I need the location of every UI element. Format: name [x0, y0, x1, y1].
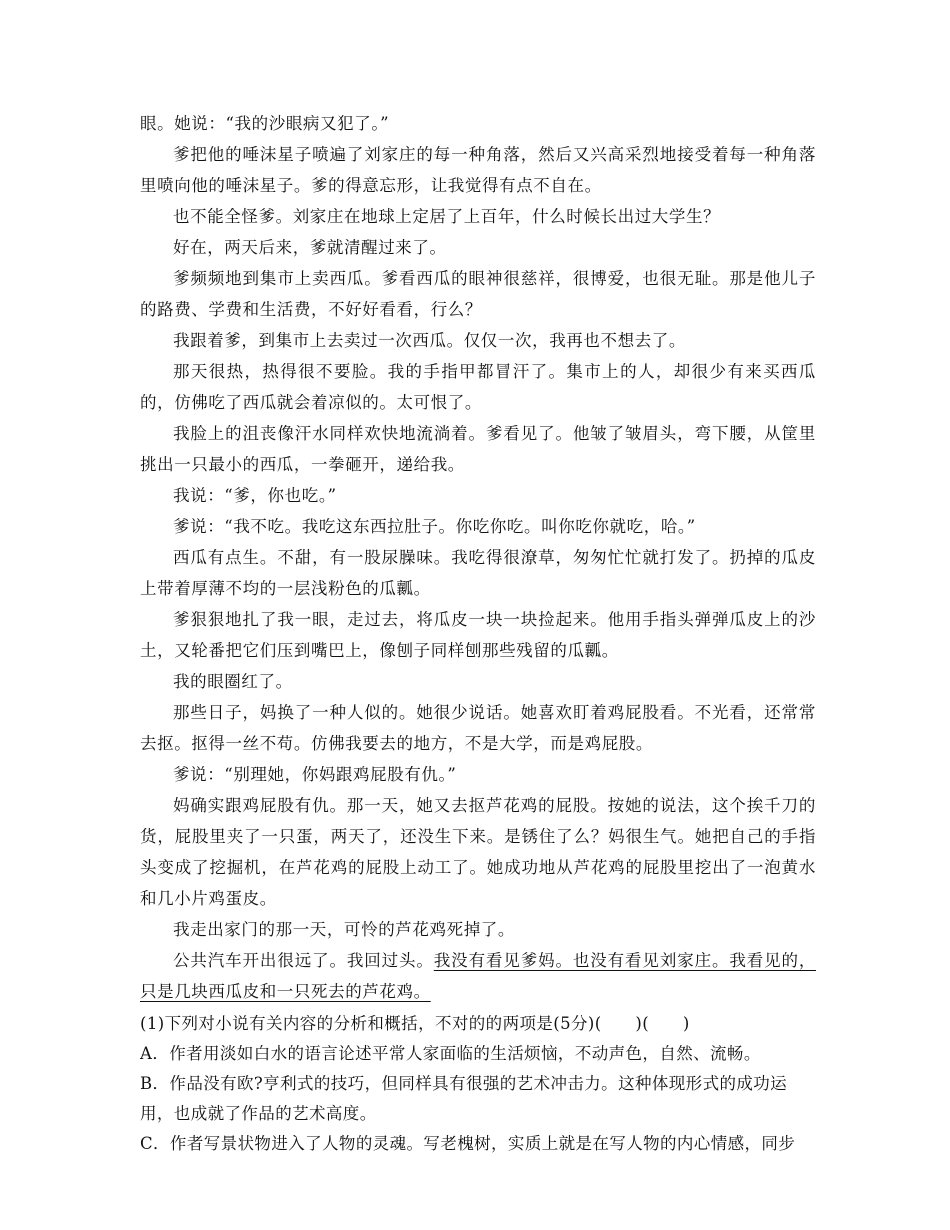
paragraph: 那些日子，妈换了一种人似的。她很少说话。她喜欢盯着鸡屁股看。不光看，还常常去抠。抠得一丝不苟。仿佛我要去的地方，不是大学，而是鸡屁股。 — [140, 703, 816, 753]
paragraph: 我走出家门的那一天，可怜的芦花鸡死掉了。 — [173, 920, 515, 939]
paragraph: 爹说：“我不吃。我吃这东西拉肚子。你吃你吃。叫你吃你就吃，哈。” — [173, 517, 696, 536]
paragraph: 西瓜有点生。不甜，有一股尿臊味。我吃得很潦草，匆匆忙忙就打发了。扔掉的瓜皮上带着厚薄不均的一层浅粉色的瓜瓤。 — [140, 548, 816, 598]
story-text — [140, 108, 816, 1159]
paragraph: 眼。她说：“我的沙眼病又犯了。” — [140, 114, 390, 133]
option-c: C．作者写景状物进入了人物的灵魂。写老槐树，实质上就是在写人物的内心情感，同步 — [140, 1134, 796, 1153]
paragraph: 妈确实跟鸡屁股有仇。那一天，她又去抠芦花鸡的屁股。按她的说法，这个挨千刀的货，屁股里夹了一只蛋，两天了，还没生下来。是锈住了么？妈很生气。她把自己的手指头变成了挖掘机，在芦花鸡的屁股上动工了。她成功地从芦花鸡的屁股里挖出了一泡黄水和几小片鸡蛋皮。 — [140, 796, 816, 908]
paragraph: 也不能全怪爹。刘家庄在地球上定居了上百年，什么时候长出过大学生？ — [173, 207, 721, 226]
paragraph: 我说：“爹，你也吃。” — [173, 486, 337, 505]
question-stem: (1)下列对小说有关内容的分析和概括，不对的的两项是(5分)( )( ) — [140, 1014, 690, 1033]
final-paragraph — [140, 945, 816, 1007]
final-paragraph-lead: 公共汽车开出很远了。我回过头。 — [173, 951, 434, 970]
paragraph: 爹频频地到集市上卖西瓜。爹看西瓜的眼神很慈祥，很博爱，也很无耻。那是他儿子的路费、学费和生活费，不好好看看，行么？ — [140, 269, 816, 319]
option-a: A．作者用淡如白水的语言论述平常人家面临的生活烦恼，不动声色，自然、流畅。 — [140, 1044, 761, 1063]
paragraph: 我跟着爹，到集市上去卖过一次西瓜。仅仅一次，我再也不想去了。 — [173, 331, 686, 350]
paragraph: 爹把他的唾沫星子喷遍了刘家庄的每一种角落，然后又兴高采烈地接受着每一种角落里喷向他的唾沫星子。爹的得意忘形，让我觉得有点不自在。 — [140, 145, 816, 195]
paragraph: 我的眼圈红了。 — [173, 672, 293, 691]
option-b: B．作品没有欧?亨利式的技巧，但同样具有很强的艺术冲击力。这种体现形式的成功运用，也成就了作品的艺术高度。 — [140, 1074, 788, 1123]
paragraph: 好在，两天后来，爹就清醒过来了。 — [173, 238, 447, 257]
paragraph: 我脸上的沮丧像汗水同样欢快地流淌着。爹看见了。他皱了皱眉头，弯下腰，从筐里挑出一只最小的西瓜，一拳砸开，递给我。 — [140, 424, 816, 474]
paragraph: 那天很热，热得很不要脸。我的手指甲都冒汗了。集市上的人，却很少有来买西瓜的，仿佛吃了西瓜就会着凉似的。太可恨了。 — [140, 362, 816, 412]
paragraph: 爹狠狠地扎了我一眼，走过去，将瓜皮一块一块捡起来。他用手指头弹弹瓜皮上的沙土，又轮番把它们压到嘴巴上，像刨子同样刨那些残留的瓜瓤。 — [140, 610, 816, 660]
underlined-sentence: 我没有看见爹妈。也没有看见刘家庄。我看见的，只是几块西瓜皮和一只死去的芦花鸡。 — [140, 951, 817, 1001]
paragraph: 爹说：“别理她，你妈跟鸡屁股有仇。” — [173, 765, 457, 784]
